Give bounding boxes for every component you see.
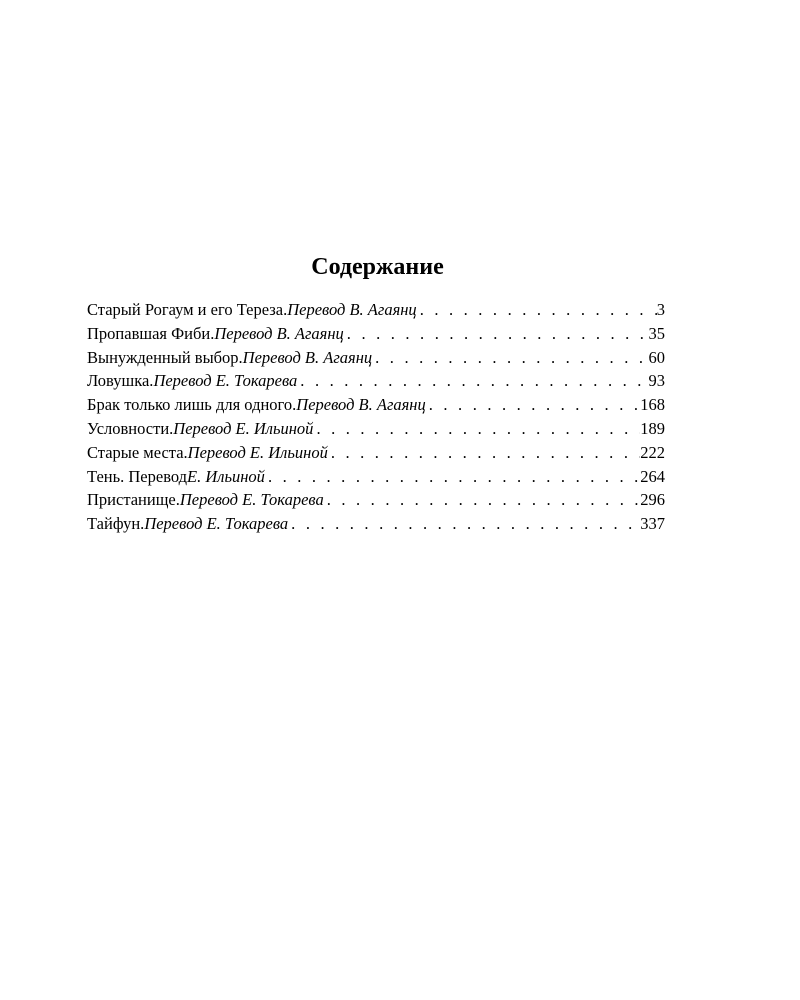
toc-entry-page: 60 (648, 347, 665, 367)
toc-entry-translator: Перевод Е. Токарева (144, 514, 289, 534)
toc-entry-translator: Перевод Е. Токарева (179, 490, 324, 510)
toc-entry-title: Брак только лишь для одного. (87, 395, 297, 415)
toc-entry-title: Тень. Перевод (87, 466, 188, 486)
toc-entry-title: Ловушка. (87, 371, 154, 391)
toc-entry-translator: Перевод Е. Ильиной (187, 442, 328, 462)
toc-entry-title: Старый Рогаум и его Тереза. (87, 300, 288, 319)
toc-entry (87, 298, 665, 322)
toc-entry-page: 168 (640, 395, 665, 415)
toc-dot-leader (313, 417, 640, 441)
toc-entry-page: 35 (648, 323, 665, 343)
toc-dot-leader (324, 488, 641, 512)
toc-dot-leader (297, 369, 648, 393)
toc-entry-page: 296 (640, 490, 665, 510)
toc-entry-title: Пристанище. (87, 490, 180, 510)
toc-entry (87, 417, 665, 441)
toc-entry-title: Условности. (87, 418, 174, 438)
toc-entry-translator: Перевод В. Агаянц (242, 347, 373, 367)
toc-entry-page: 222 (640, 442, 665, 462)
toc-entry (87, 346, 665, 370)
toc-entry-page: 93 (648, 371, 665, 391)
toc-entry (87, 322, 665, 346)
toc-entry-page: 337 (640, 514, 665, 534)
toc-entry-title: Тайфун. (87, 514, 145, 534)
toc-dot-leader (426, 393, 641, 417)
toc-entry-title: Вынужденный выбор. (87, 347, 243, 367)
toc-entry-translator: Перевод В. Агаянц (287, 300, 417, 319)
toc-heading: Содержание (311, 254, 444, 280)
toc-dot-leader (372, 346, 648, 370)
toc-entry (87, 393, 665, 417)
toc-entry-title: Старые места. (87, 442, 188, 462)
toc-entry-page: 264 (640, 466, 665, 486)
toc-entry-translator: Перевод В. Агаянц (214, 323, 344, 343)
toc-entry (87, 369, 665, 393)
toc-dot-leader (265, 465, 640, 489)
toc-entry-translator: Перевод Е. Ильиной (173, 418, 314, 438)
toc-entry-page: 189 (640, 418, 665, 438)
toc-entry-page: 3 (656, 300, 665, 319)
toc-entry-translator: Перевод Е. Токарева (153, 371, 298, 391)
toc-entry (87, 465, 665, 489)
toc-dot-leader (288, 512, 640, 536)
toc-dot-leader (328, 441, 640, 465)
toc-entry (87, 441, 665, 465)
toc-dot-leader (344, 322, 649, 346)
toc-list (87, 298, 665, 536)
toc-entry-translator: Е. Ильиной (187, 466, 265, 486)
toc-entry-title: Пропавшая Фиби. (87, 323, 215, 343)
toc-entry (87, 488, 665, 512)
toc-dot-leader (417, 298, 657, 322)
toc-entry (87, 512, 665, 536)
toc-entry-translator: Перевод В. Агаянц (296, 395, 426, 415)
